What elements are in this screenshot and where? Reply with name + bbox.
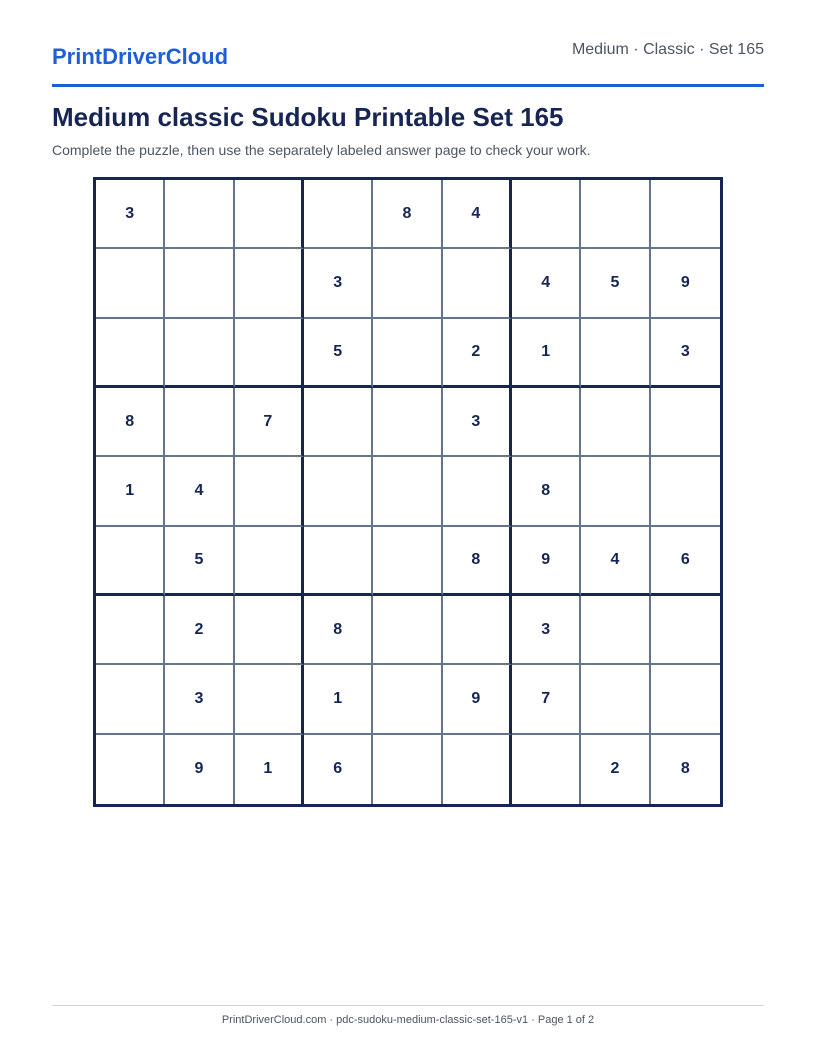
page-header bbox=[52, 36, 764, 87]
sudoku-cell-r7c4: 8 bbox=[304, 596, 373, 665]
sudoku-cell-r6c4[interactable] bbox=[304, 527, 373, 596]
sudoku-cell-r9c4: 6 bbox=[304, 735, 373, 804]
sudoku-cell-r2c7: 4 bbox=[512, 249, 581, 318]
sudoku-cell-r5c4[interactable] bbox=[304, 457, 373, 526]
sudoku-cell-r1c9[interactable] bbox=[651, 180, 720, 249]
sudoku-cell-r3c4: 5 bbox=[304, 319, 373, 388]
sudoku-cell-r1c4[interactable] bbox=[304, 180, 373, 249]
sudoku-cell-r8c8[interactable] bbox=[581, 665, 650, 734]
sudoku-cell-r6c1[interactable] bbox=[96, 527, 165, 596]
sudoku-cell-r5c5[interactable] bbox=[373, 457, 442, 526]
sudoku-cell-r2c5[interactable] bbox=[373, 249, 442, 318]
sudoku-cell-r4c6: 3 bbox=[443, 388, 512, 457]
sudoku-grid bbox=[93, 177, 723, 807]
sudoku-cell-r8c7: 7 bbox=[512, 665, 581, 734]
sudoku-cell-r4c4[interactable] bbox=[304, 388, 373, 457]
sudoku-cell-r3c8[interactable] bbox=[581, 319, 650, 388]
sudoku-cell-r1c5: 8 bbox=[373, 180, 442, 249]
footer-divider bbox=[52, 1005, 764, 1006]
sudoku-cell-r6c6: 8 bbox=[443, 527, 512, 596]
sudoku-cell-r2c6[interactable] bbox=[443, 249, 512, 318]
sudoku-cell-r8c2: 3 bbox=[165, 665, 234, 734]
sudoku-cell-r9c3: 1 bbox=[235, 735, 304, 804]
sudoku-cell-r2c4: 3 bbox=[304, 249, 373, 318]
sudoku-cell-r5c8[interactable] bbox=[581, 457, 650, 526]
sudoku-cell-r1c7[interactable] bbox=[512, 180, 581, 249]
sudoku-cell-r7c6[interactable] bbox=[443, 596, 512, 665]
sudoku-cell-r9c5[interactable] bbox=[373, 735, 442, 804]
sudoku-cell-r3c9: 3 bbox=[651, 319, 720, 388]
sudoku-cell-r1c2[interactable] bbox=[165, 180, 234, 249]
sudoku-cell-r9c6[interactable] bbox=[443, 735, 512, 804]
sudoku-cell-r3c3[interactable] bbox=[235, 319, 304, 388]
sudoku-cell-r8c3[interactable] bbox=[235, 665, 304, 734]
brand-logo-text[interactable]: PrintDriverCloud bbox=[52, 44, 229, 69]
sudoku-cell-r7c7: 3 bbox=[512, 596, 581, 665]
sudoku-cell-r2c8: 5 bbox=[581, 249, 650, 318]
sudoku-cell-r8c4: 1 bbox=[304, 665, 373, 734]
sudoku-cell-r5c2: 4 bbox=[165, 457, 234, 526]
sudoku-cell-r4c7[interactable] bbox=[512, 388, 581, 457]
sudoku-cell-r4c2[interactable] bbox=[165, 388, 234, 457]
sudoku-cell-r7c2: 2 bbox=[165, 596, 234, 665]
sudoku-cell-r8c1[interactable] bbox=[96, 665, 165, 734]
sudoku-cell-r9c8: 2 bbox=[581, 735, 650, 804]
sudoku-cell-r5c9[interactable] bbox=[651, 457, 720, 526]
sudoku-cell-r1c8[interactable] bbox=[581, 180, 650, 249]
sudoku-cell-r1c3[interactable] bbox=[235, 180, 304, 249]
sudoku-cell-r3c2[interactable] bbox=[165, 319, 234, 388]
sudoku-cell-r8c9[interactable] bbox=[651, 665, 720, 734]
sudoku-cell-r8c5[interactable] bbox=[373, 665, 442, 734]
puzzle-meta: Medium · Classic · Set 165 bbox=[571, 41, 764, 58]
sudoku-cell-r2c3[interactable] bbox=[235, 249, 304, 318]
sudoku-cell-r3c6: 2 bbox=[443, 319, 512, 388]
sudoku-cell-r9c2: 9 bbox=[165, 735, 234, 804]
sudoku-cell-r6c2: 5 bbox=[165, 527, 234, 596]
sudoku-cell-r3c5[interactable] bbox=[373, 319, 442, 388]
sudoku-cell-r5c7: 8 bbox=[512, 457, 581, 526]
sudoku-cell-r7c1[interactable] bbox=[96, 596, 165, 665]
sudoku-cell-r7c8[interactable] bbox=[581, 596, 650, 665]
sudoku-cell-r3c1[interactable] bbox=[96, 319, 165, 388]
sudoku-cell-r5c1: 1 bbox=[96, 457, 165, 526]
sudoku-cell-r2c1[interactable] bbox=[96, 249, 165, 318]
sudoku-cell-r4c5[interactable] bbox=[373, 388, 442, 457]
sudoku-cell-r3c7: 1 bbox=[512, 319, 581, 388]
sudoku-cell-r6c5[interactable] bbox=[373, 527, 442, 596]
sudoku-cell-r7c3[interactable] bbox=[235, 596, 304, 665]
sudoku-cell-r6c7: 9 bbox=[512, 527, 581, 596]
sudoku-cell-r7c9[interactable] bbox=[651, 596, 720, 665]
sudoku-cell-r2c2[interactable] bbox=[165, 249, 234, 318]
sudoku-cell-r5c3[interactable] bbox=[235, 457, 304, 526]
page-title: Medium classic Sudoku Printable Set 165 bbox=[52, 102, 564, 132]
sudoku-cell-r4c1: 8 bbox=[96, 388, 165, 457]
sudoku-cell-r5c6[interactable] bbox=[443, 457, 512, 526]
sudoku-cell-r8c6: 9 bbox=[443, 665, 512, 734]
sudoku-cell-r9c1[interactable] bbox=[96, 735, 165, 804]
sudoku-cell-r7c5[interactable] bbox=[373, 596, 442, 665]
sudoku-cell-r4c9[interactable] bbox=[651, 388, 720, 457]
sudoku-cell-r6c3[interactable] bbox=[235, 527, 304, 596]
sudoku-cell-r4c3: 7 bbox=[235, 388, 304, 457]
page-footer: PrintDriverCloud.com · pdc-sudoku-medium-classic-set-165-v1 · Page 1 of 2 bbox=[221, 1014, 595, 1026]
sudoku-cell-r9c9: 8 bbox=[680, 760, 690, 778]
sudoku-cell-r2c9: 9 bbox=[651, 249, 720, 318]
sudoku-cell-r4c8[interactable] bbox=[581, 388, 650, 457]
sudoku-cell-r6c8: 4 bbox=[581, 527, 650, 596]
sudoku-cell-r6c9: 6 bbox=[651, 527, 720, 596]
sudoku-cell-r1c6: 4 bbox=[443, 180, 512, 249]
page-subtitle: Complete the puzzle, then use the separately labeled answer page to check your work. bbox=[52, 142, 591, 158]
sudoku-cell-r9c7[interactable] bbox=[512, 735, 581, 804]
sudoku-cell-r1c1: 3 bbox=[96, 180, 165, 249]
